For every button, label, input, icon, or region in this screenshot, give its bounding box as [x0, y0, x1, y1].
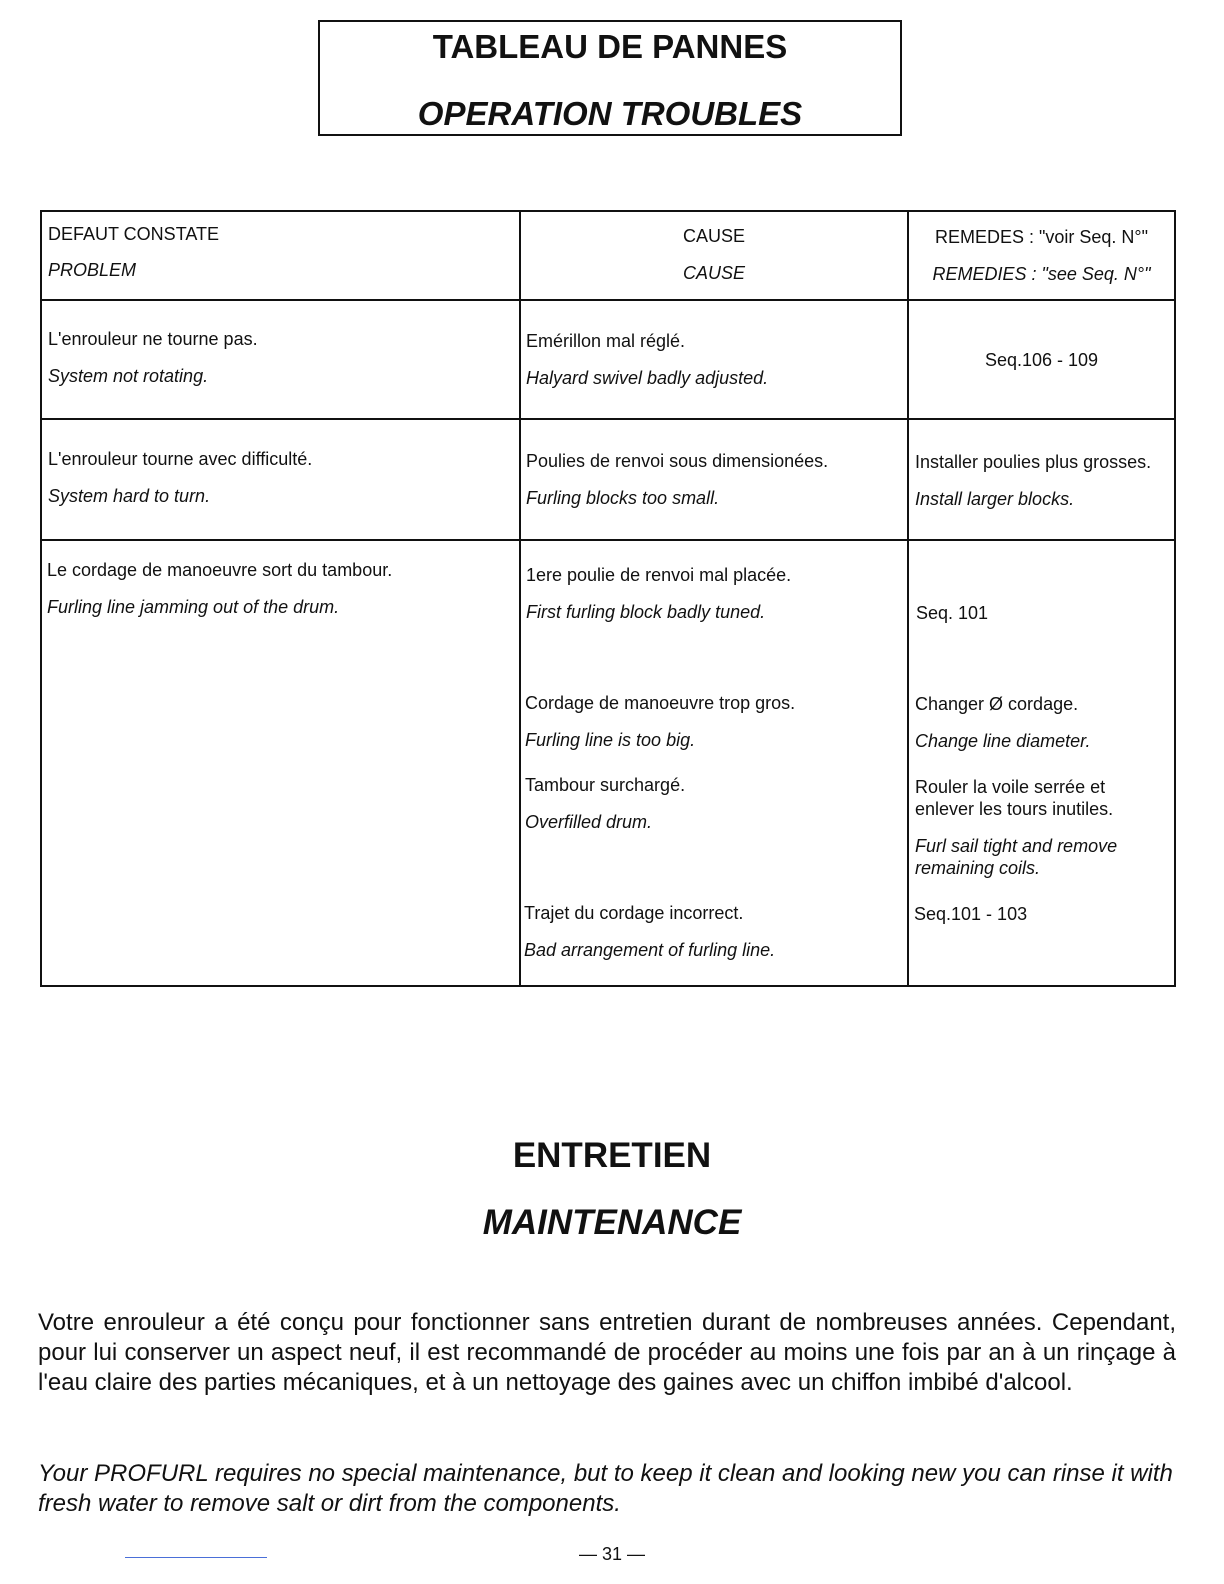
- row3-remedy-1: Seq. 101: [916, 603, 989, 623]
- header-problem: [48, 223, 219, 281]
- table-border-left: [40, 210, 42, 987]
- row3-problem-en: Furling line jamming out of the drum.: [47, 597, 340, 617]
- page-title-fr: TABLEAU DE PANNES: [432, 28, 788, 65]
- row3-remedy-4: Seq.101 - 103: [914, 904, 1028, 924]
- row2-remedy: [915, 451, 1151, 510]
- maintenance-title-fr: ENTRETIEN: [512, 1136, 712, 1175]
- row2-cause: [526, 450, 828, 509]
- row2-problem-fr: L'enrouleur tourne avec difficulté.: [48, 449, 313, 469]
- table-border-top: [40, 210, 1176, 212]
- header-problem-fr: DEFAUT CONSTATE: [48, 224, 220, 244]
- row2-problem: [48, 448, 312, 507]
- row3-remedy-3-en-line1: Furl sail tight and remove: [915, 836, 1118, 856]
- row1-problem: [48, 328, 258, 387]
- maintenance-title-en: MAINTENANCE: [482, 1203, 742, 1242]
- table-border-bottom: [40, 985, 1176, 987]
- row3-cause-1-en: First furling block badly tuned.: [526, 602, 766, 622]
- row3-cause-1: [526, 564, 791, 623]
- row3-cause-1-fr: 1ere poulie de renvoi mal placée.: [526, 565, 792, 585]
- row3-cause-3-fr: Tambour surchargé.: [525, 775, 686, 795]
- row2-remedy-en: Install larger blocks.: [915, 489, 1075, 509]
- row3-remedy-3: [915, 776, 1117, 879]
- table-row-divider-3: [40, 539, 1176, 541]
- row1-cause-en: Halyard swivel badly adjusted.: [526, 368, 769, 388]
- header-cause: [521, 225, 907, 284]
- row3-remedy-2: [915, 693, 1090, 752]
- table-row-divider-2: [40, 418, 1176, 420]
- row3-cause-2-fr: Cordage de manoeuvre trop gros.: [525, 693, 796, 713]
- row1-cause-fr: Emérillon mal réglé.: [526, 331, 686, 351]
- row3-remedy-3-fr-line2: enlever les tours inutiles.: [915, 799, 1114, 819]
- header-problem-en: PROBLEM: [48, 260, 137, 280]
- row3-remedy-2-en: Change line diameter.: [915, 731, 1091, 751]
- row3-problem: [47, 559, 392, 618]
- row3-cause-3-en: Overfilled drum.: [525, 812, 653, 832]
- row3-cause-2-en: Furling line is too big.: [525, 730, 696, 750]
- maintenance-paragraph-en: Your PROFURL requires no special maintenance, but to keep it clean and looking new you can rinse it with fresh water to remove salt or dirt from the components.: [38, 1460, 1173, 1517]
- maintenance-paragraph-fr: Votre enrouleur a été conçu pour fonctionner sans entretien durant de nombreuses années. Cependant, pour lui conserver un aspect neuf, il est recommandé de procéder au moins une fois par an à un rinçage à l'eau claire des parties mécaniques, et à un nettoyage des gaines avec un chiffon imbibé d'alcool.: [38, 1309, 1176, 1396]
- row3-cause-2: [525, 692, 795, 751]
- table-divider-2: [907, 210, 909, 987]
- page-number: — 31 —: [578, 1544, 646, 1564]
- table-divider-1: [519, 210, 521, 987]
- row3-remedy-3-fr-line1: Rouler la voile serrée et: [915, 777, 1106, 797]
- row3-cause-3: [525, 774, 685, 833]
- row3-remedy-2-fr: Changer Ø cordage.: [915, 694, 1079, 714]
- page-title-en: OPERATION TROUBLES: [417, 95, 803, 132]
- row3-cause-4-fr: Trajet du cordage incorrect.: [524, 903, 744, 923]
- header-remedy-en: REMEDIES : "see Seq. N°": [932, 264, 1151, 284]
- row2-cause-en: Furling blocks too small.: [526, 488, 720, 508]
- row3-problem-fr: Le cordage de manoeuvre sort du tambour.: [47, 560, 393, 580]
- header-remedy: [909, 226, 1174, 285]
- table-row-divider-1: [40, 299, 1176, 301]
- title-box: [318, 20, 902, 136]
- row2-remedy-fr: Installer poulies plus grosses.: [915, 452, 1152, 472]
- row1-problem-fr: L'enrouleur ne tourne pas.: [48, 329, 258, 349]
- row1-problem-en: System not rotating.: [48, 366, 209, 386]
- row3-cause-4-en: Bad arrangement of furling line.: [524, 940, 776, 960]
- row3-remedy-3-en-line2: remaining coils.: [915, 858, 1041, 878]
- header-cause-fr: CAUSE: [682, 226, 745, 246]
- row1-cause: [526, 330, 768, 389]
- row2-cause-fr: Poulies de renvoi sous dimensionées.: [526, 451, 829, 471]
- header-remedy-fr: REMEDES : "voir Seq. N°": [934, 227, 1149, 247]
- row2-problem-en: System hard to turn.: [48, 486, 211, 506]
- header-cause-en: CAUSE: [682, 263, 745, 283]
- row3-cause-4: [524, 902, 775, 961]
- table-border-right: [1174, 210, 1176, 987]
- row1-remedy: Seq.106 - 109: [984, 350, 1099, 370]
